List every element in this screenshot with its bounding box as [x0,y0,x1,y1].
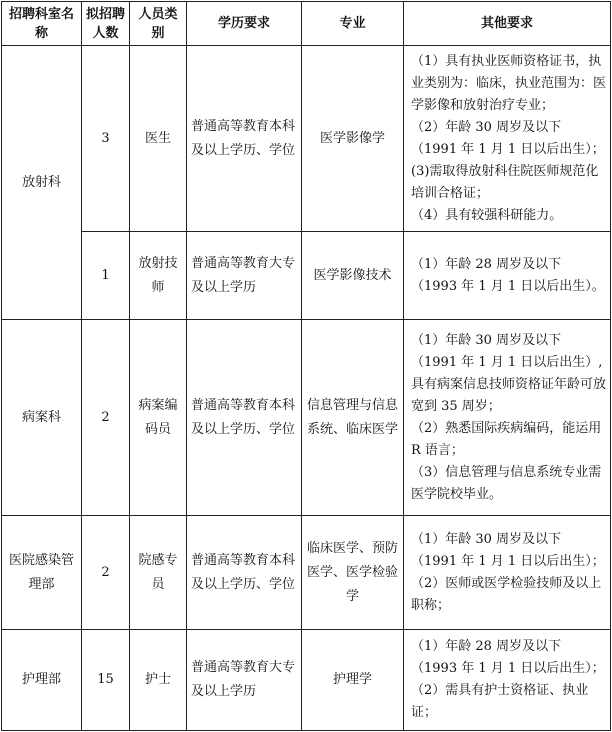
dept-cell: 护理部 [2,630,82,731]
requirement-line: （2）需具有护士资格证、执业证； [411,683,589,720]
count-cell: 2 [82,516,130,630]
category-cell: 放射技师 [130,232,187,320]
other-cell [404,46,611,232]
header-other: 其他要求 [404,2,611,46]
requirement-line: （2）医师或医学检验技师及以上职称； [411,575,602,613]
major-cell: 医学影像学 [302,46,404,232]
major-cell: 医学影像技术 [302,232,404,320]
other-cell [404,516,611,630]
requirement-line: （2）熟悉国际疾病编码，能运用 R 语言； [411,420,602,458]
dept-cell: 医院感染管理部 [2,516,82,630]
dept-cell: 病案科 [2,320,82,516]
header-major: 专业 [302,2,404,46]
education-cell: 普通高等教育大专及以上学历 [187,232,302,320]
major-cell: 护理学 [302,630,404,731]
count-cell: 2 [82,320,130,516]
other-cell [404,232,611,320]
major-cell: 信息管理与信息系统、临床医学 [302,320,404,516]
requirement-line: （3）信息管理与信息系统专业需医学院校毕业。 [411,464,602,502]
count-cell: 1 [82,232,130,320]
header-category: 人员类别 [130,2,187,46]
other-cell [404,320,611,516]
requirement-line: （1）年龄 28 周岁及以下（1993 年 1 月 1 日以后出生）。 [411,256,605,294]
header-count: 拟招聘人数 [82,2,130,46]
header-row [2,2,611,46]
table-row [2,320,611,516]
requirement-line: （2）年龄 30 周岁及以下（1991 年 1 月 1 日以后出生）； [411,119,605,157]
category-cell: 医生 [130,46,187,232]
requirement-line: （1）年龄 30 周岁及以下（1991 年 1 月 1 日以后出生）； [411,531,605,569]
education-cell: 普通高等教育本科及以上学历、学位 [187,46,302,232]
category-cell: 病案编码员 [130,320,187,516]
header-dept: 招聘科室名称 [2,2,82,46]
other-cell [404,630,611,731]
requirement-line: （1）具有执业医师资格证书，执业类别为：临床，执业范围为：医学影像和放射治疗专业； [411,53,607,113]
table-row [2,46,611,232]
header-education: 学历要求 [187,2,302,46]
count-cell: 15 [82,630,130,731]
table-row [2,232,611,320]
requirement-line: （1）年龄 30 周岁及以下（1991 年 1 月 1 日以后出生）,具有病案信息技师资格证年龄可放宽到 35 周岁； [411,332,607,414]
table-row [2,516,611,630]
recruitment-table [1,1,611,731]
category-cell: 院感专员 [130,516,187,630]
requirement-line: （1）年龄 28 周岁及以下（1993 年 1 月 1 日以后出生）； [411,639,605,676]
education-cell: 普通高等教育本科及以上学历、学位 [187,320,302,516]
table-row [2,630,611,731]
requirement-line: (3)需取得放射科住院医师规范化培训合格证； [411,163,599,201]
major-cell: 临床医学、预防医学、医学检验学 [302,516,404,630]
count-cell: 3 [82,46,130,232]
requirement-line: （4）具有较强科研能力。 [411,207,563,223]
category-cell: 护士 [130,630,187,731]
education-cell: 普通高等教育本科及以上学历、学位 [187,516,302,630]
education-cell: 普通高等教育大专及以上学历 [187,630,302,731]
dept-cell: 放射科 [2,46,82,320]
